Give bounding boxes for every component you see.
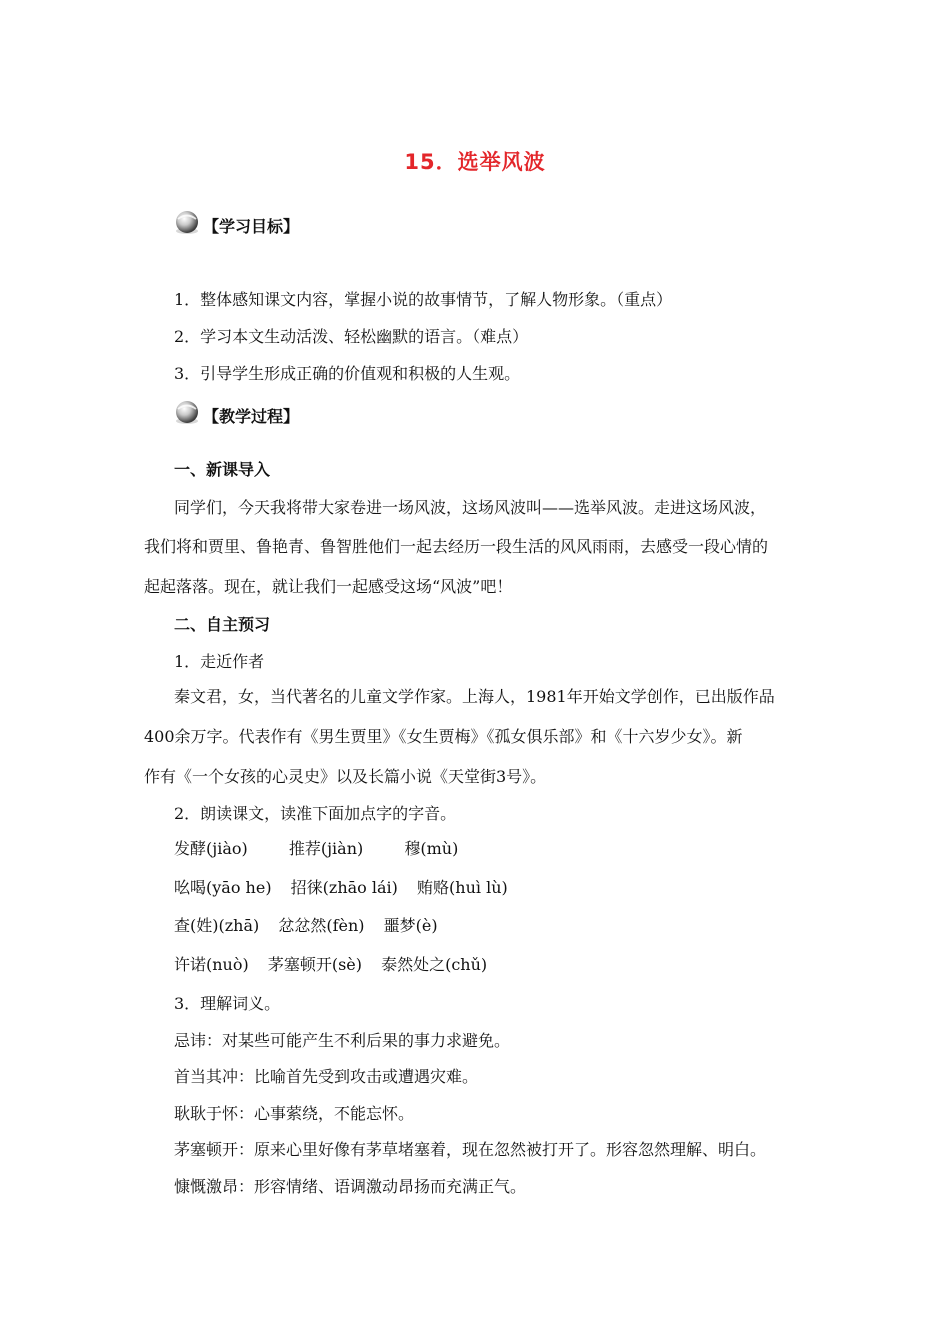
page-title: 15．选举风波 (404, 150, 546, 174)
definition-3: 耿耿于怀：心事萦绕，不能忘怀。 (174, 1104, 415, 1123)
objective-1: 1．整体感知课文内容，掌握小说的故事情节，了解人物形象。（重点） (174, 290, 673, 309)
objective-3: 3．引导学生形成正确的价值观和积极的人生观。 (174, 364, 521, 383)
part2-heading: 二、自主预习 (174, 615, 271, 634)
pinyin-row-4 (174, 955, 501, 975)
pinyin-item: 贿赂(huì lù) (417, 878, 508, 897)
part1-line-1: 同学们，今天我将带大家卷进一场风波，这场风波叫——选举风波。走进这场风波， (174, 498, 767, 517)
sphere-bullet-icon (172, 207, 202, 237)
objectives-header (172, 206, 299, 238)
pinyin-item: 噩梦(è) (383, 916, 438, 935)
pinyin-item: 忿忿然(fèn) (278, 916, 365, 935)
process-label: 【教学过程】 (203, 406, 300, 426)
pinyin-item: 许诺(nuò) (174, 955, 249, 974)
author-line-3: 作有《一个女孩的心灵史》以及长篇小说《天堂街3号》。 (144, 767, 547, 786)
pinyin-row-1 (174, 839, 472, 859)
definition-4: 茅塞顿开：原来心里好像有茅草堵塞着，现在忽然被打开了。形容忽然理解、明白。 (174, 1140, 767, 1159)
part1-line-2: 我们将和贾里、鲁艳青、鲁智胜他们一起去经历一段生活的风风雨雨，去感受一段心情的 (144, 537, 769, 556)
pinyin-item: 发酵(jiào) (174, 839, 248, 858)
part2-sub2: 2．朗读课文，读准下面加点字的字音。 (174, 804, 457, 823)
part1-heading: 一、新课导入 (174, 460, 271, 479)
definition-1: 忌讳：对某些可能产生不利后果的事力求避免。 (174, 1031, 511, 1050)
part1-line-3: 起起落落。现在，就让我们一起感受这场“风波”吧！ (144, 577, 513, 596)
author-line-2: 400余万字。代表作有《男生贾里》《女生贾梅》《孤女俱乐部》和《十六岁少女》。新 (144, 727, 743, 746)
pinyin-item: 茅塞顿开(sè) (267, 955, 362, 974)
pinyin-item: 查(姓)(zhā) (174, 916, 260, 935)
definition-2: 首当其冲：比喻首先受到攻击或遭遇灾难。 (174, 1067, 479, 1086)
pinyin-item: 吆喝(yāo he) (174, 878, 272, 897)
part2-sub1: 1．走近作者 (174, 652, 265, 671)
sphere-bullet-icon (172, 397, 202, 427)
objective-2: 2．学习本文生动活泼、轻松幽默的语言。（难点） (174, 327, 529, 346)
author-line-1: 秦文君，女，当代著名的儿童文学作家。上海人，1981年开始文学创作，已出版作品 (174, 687, 775, 706)
pinyin-row-2 (174, 878, 522, 898)
pinyin-item: 招徕(zhāo lái) (290, 878, 398, 897)
process-header (172, 396, 299, 428)
pinyin-row-3 (174, 916, 452, 936)
pinyin-item: 泰然处之(chǔ) (381, 955, 488, 974)
objectives-label: 【学习目标】 (203, 216, 300, 236)
pinyin-item: 穆(mù) (404, 839, 459, 858)
definition-5: 慷慨激昂：形容情绪、语调激动昂扬而充满正气。 (174, 1177, 527, 1196)
pinyin-item: 推荐(jiàn) (288, 839, 364, 858)
part2-sub3: 3．理解词义。 (174, 994, 281, 1013)
